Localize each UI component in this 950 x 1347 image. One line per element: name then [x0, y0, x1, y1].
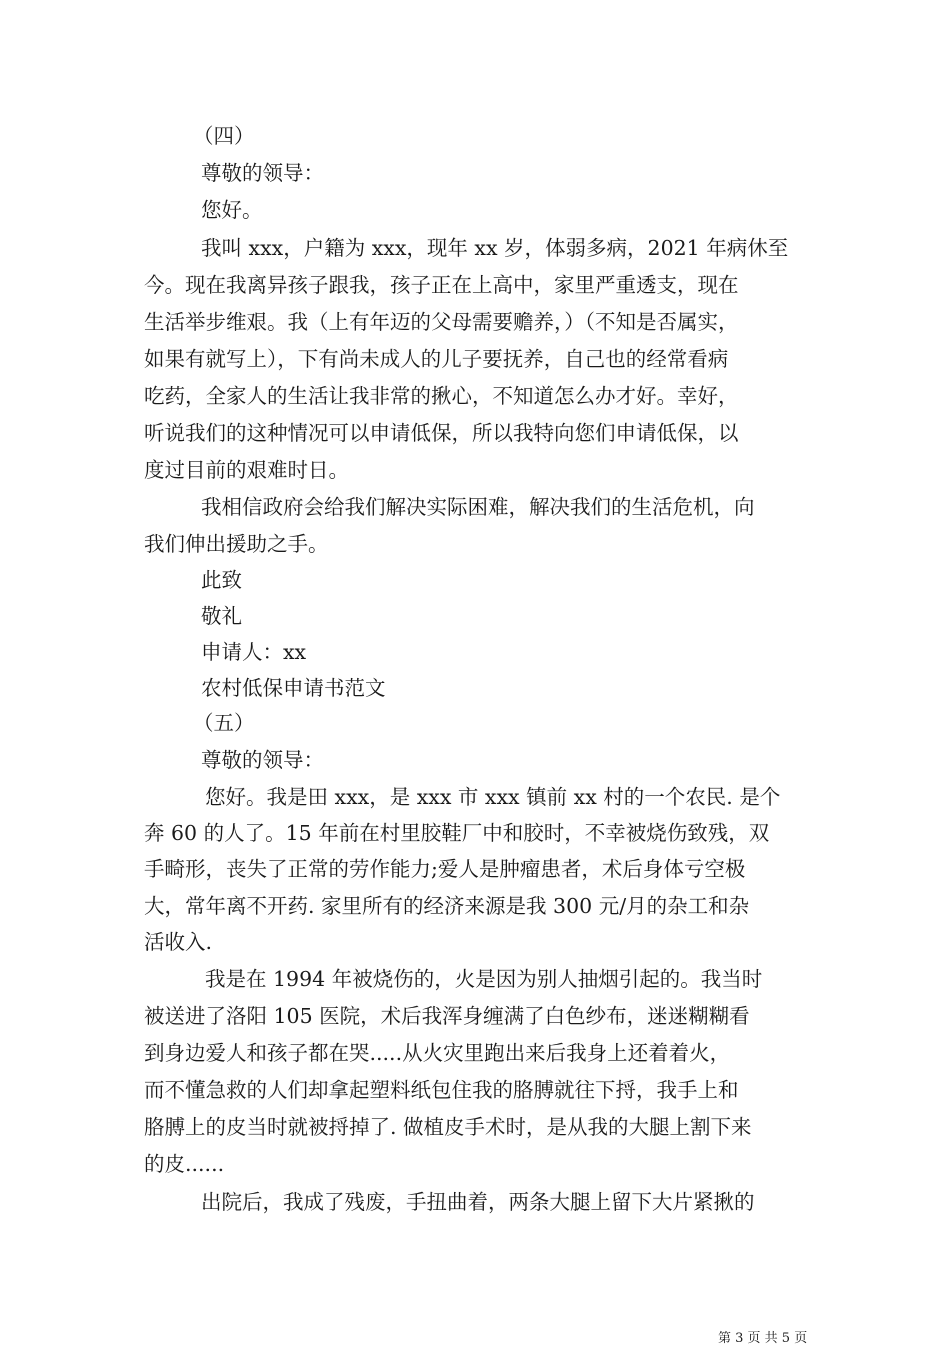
closing-line: 敬礼: [201, 604, 242, 628]
paragraph-line: 我们伸出援助之手。: [144, 532, 329, 556]
closing-line: 此致: [201, 568, 242, 592]
paragraph-line: 而不懂急救的人们却拿起塑料纸包住我的胳膊就往下捋，我手上和: [144, 1078, 739, 1102]
paragraph-line: 如果有就写上），下有尚未成人的儿子要抚养，自己也的经常看病: [144, 347, 729, 371]
section-heading-5: （五）: [193, 711, 255, 735]
page-number: 第 3 页 共 5 页: [718, 1331, 808, 1346]
paragraph-line: 我是在 1994 年被烧伤的，火是因为别人抽烟引起的。我当时: [205, 967, 763, 991]
paragraph-line: 出院后，我成了残废，手扭曲着，两条大腿上留下大片紧揪的: [201, 1190, 755, 1214]
paragraph-line: 大，常年离不开药. 家里所有的经济来源是我 300 元/月的杂工和杂: [144, 894, 750, 918]
paragraph-line: 手畸形，丧失了正常的劳作能力;爱人是肿瘤患者，术后身体亏空极: [144, 857, 746, 881]
paragraph-line: 胳膊上的皮当时就被捋掉了. 做植皮手术时，是从我的大腿上割下来: [144, 1115, 752, 1139]
salutation: 尊敬的领导：: [201, 161, 324, 185]
paragraph-line: 您好。我是田 xxx，是 xxx 市 xxx 镇前 xx 村的一个农民. 是个: [205, 785, 781, 809]
paragraph-line: 到身边爱人和孩子都在哭.....从火灾里跑出来后我身上还着着火，: [144, 1041, 731, 1065]
salutation: 尊敬的领导：: [201, 748, 324, 772]
paragraph-line: 度过目前的艰难时日。: [144, 458, 349, 482]
paragraph-line: 活收入.: [144, 930, 213, 954]
paragraph-line: 我相信政府会给我们解决实际困难，解决我们的生活危机，向: [201, 495, 755, 519]
paragraph-line: 被送进了洛阳 105 医院，术后我浑身缠满了白色纱布，迷迷糊糊看: [144, 1004, 750, 1028]
paragraph-line: 我叫 xxx，户籍为 xxx，现年 xx 岁，体弱多病，2021 年病休至: [201, 236, 789, 260]
paragraph-line: 生活举步维艰。我（上有年迈的父母需要赡养，）（不知是否属实，: [144, 310, 739, 334]
paragraph-line: 奔 60 的人了。15 年前在村里胶鞋厂中和胶时，不幸被烧伤致残，双: [144, 821, 770, 845]
paragraph-line: 的皮......: [144, 1152, 225, 1176]
greeting: 您好。: [201, 198, 263, 222]
paragraph-line: 今。现在我离异孩子跟我，孩子正在上高中，家里严重透支，现在: [144, 273, 739, 297]
document-title: 农村低保申请书范文: [201, 676, 386, 700]
section-heading-4: （四）: [193, 124, 255, 148]
applicant-line: 申请人：xx: [201, 640, 307, 664]
paragraph-line: 吃药，全家人的生活让我非常的揪心，不知道怎么办才好。幸好，: [144, 384, 739, 408]
paragraph-line: 听说我们的这种情况可以申请低保，所以我特向您们申请低保，以: [144, 421, 739, 445]
